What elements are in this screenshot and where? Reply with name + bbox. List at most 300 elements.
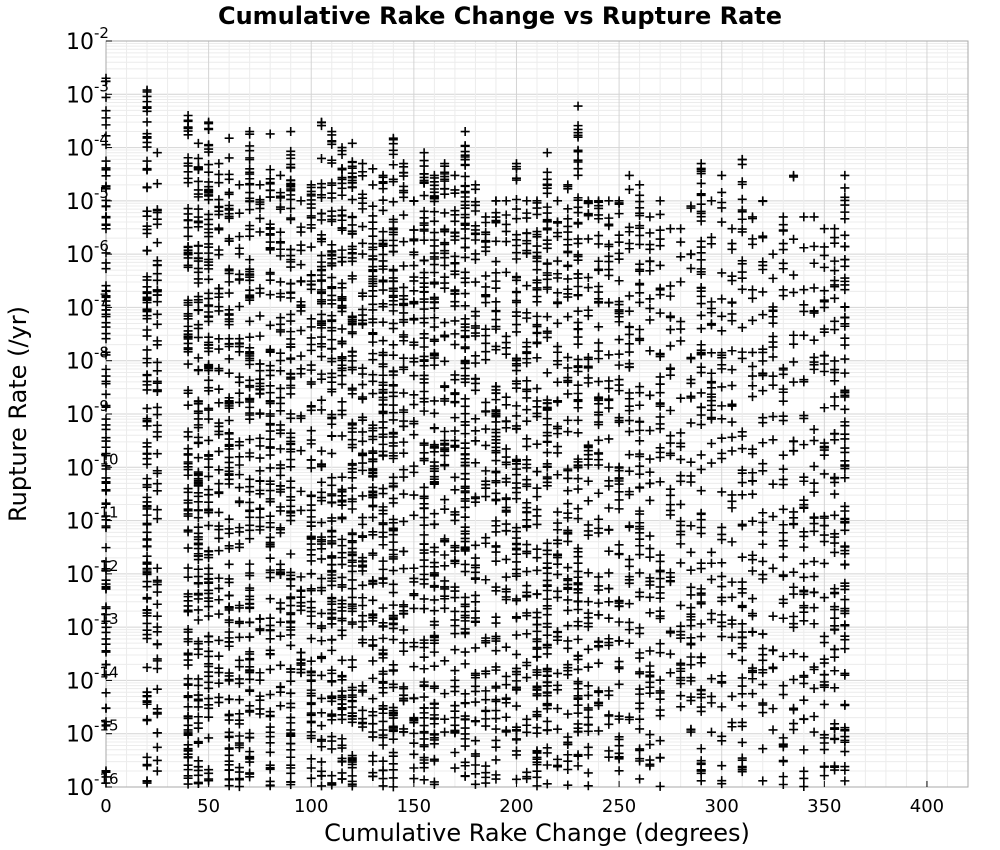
data-point-marker [348, 771, 357, 780]
data-point-marker [307, 455, 316, 464]
data-point-marker [409, 400, 418, 409]
y-tick-label: $10^{-7}$ [66, 290, 109, 322]
data-point-marker [789, 288, 798, 297]
data-point-marker [779, 756, 788, 765]
data-point-marker [491, 706, 500, 715]
data-point-marker [840, 303, 849, 312]
data-point-marker [276, 701, 285, 710]
data-point-marker [389, 782, 398, 791]
data-point-marker [799, 767, 808, 776]
data-point-marker [502, 727, 511, 736]
data-point-marker [543, 649, 552, 658]
data-point-marker [543, 225, 552, 234]
data-point-marker [512, 746, 521, 755]
data-point-marker [697, 348, 706, 357]
data-point-marker [409, 419, 418, 428]
data-point-marker [338, 473, 347, 482]
data-point-marker [615, 504, 624, 513]
data-point-marker [235, 460, 244, 469]
data-point-marker [563, 621, 572, 630]
data-point-marker [625, 339, 634, 348]
data-point-marker [574, 504, 583, 513]
data-point-marker [810, 479, 819, 488]
data-point-marker [697, 523, 706, 532]
data-point-marker [697, 324, 706, 333]
data-point-marker [276, 506, 285, 515]
data-point-marker [615, 680, 624, 689]
data-point-marker [666, 485, 675, 494]
data-point-marker [748, 490, 757, 499]
data-point-marker [317, 396, 326, 405]
data-point-marker [625, 307, 634, 316]
data-point-marker [450, 629, 459, 638]
data-point-marker [820, 242, 829, 251]
data-point-marker [276, 325, 285, 334]
data-point-marker [676, 500, 685, 509]
data-point-marker [368, 674, 377, 683]
data-point-marker [799, 532, 808, 541]
data-point-marker [533, 627, 542, 636]
data-point-marker [235, 768, 244, 777]
data-point-marker [255, 668, 264, 677]
data-point-marker [450, 217, 459, 226]
x-tick-label: 400 [909, 796, 945, 817]
data-point-marker [738, 354, 747, 363]
data-point-marker [635, 669, 644, 678]
data-point-marker [225, 453, 234, 462]
data-point-marker [409, 739, 418, 748]
data-point-marker [635, 535, 644, 544]
data-point-marker [481, 706, 490, 715]
data-point-marker [471, 458, 480, 467]
data-point-marker [471, 643, 480, 652]
data-point-marker [317, 266, 326, 275]
data-point-marker [799, 782, 808, 791]
data-point-marker [420, 236, 429, 245]
data-point-marker [789, 340, 798, 349]
data-point-marker [615, 637, 624, 646]
data-point-marker [420, 530, 429, 539]
data-point-marker [102, 106, 111, 115]
data-point-marker [727, 298, 736, 307]
data-point-marker [214, 664, 223, 673]
data-point-marker [440, 505, 449, 514]
data-point-marker [440, 715, 449, 724]
data-point-marker [799, 285, 808, 294]
data-point-marker [235, 452, 244, 461]
data-point-marker [471, 752, 480, 761]
data-point-marker [522, 196, 531, 205]
data-point-marker [645, 426, 654, 435]
data-point-marker [327, 179, 336, 188]
data-point-marker [338, 224, 347, 233]
data-point-marker [461, 469, 470, 478]
data-point-marker [194, 439, 203, 448]
data-point-marker [379, 565, 388, 574]
data-point-marker [533, 440, 542, 449]
data-point-marker [553, 348, 562, 357]
data-point-marker [461, 724, 470, 733]
data-point-marker [255, 180, 264, 189]
data-point-marker [645, 266, 654, 275]
data-point-marker [194, 756, 203, 765]
data-point-marker [204, 733, 213, 742]
data-point-marker [420, 256, 429, 265]
data-point-marker [327, 692, 336, 701]
data-point-marker [769, 612, 778, 621]
data-point-marker [594, 515, 603, 524]
data-point-marker [738, 701, 747, 710]
data-point-marker [645, 646, 654, 655]
data-point-marker [717, 218, 726, 227]
data-point-marker [779, 245, 788, 254]
data-point-marker [286, 581, 295, 590]
data-point-marker [512, 366, 521, 375]
data-point-marker [450, 443, 459, 452]
data-point-marker [214, 595, 223, 604]
data-point-marker [481, 492, 490, 501]
data-point-marker [533, 484, 542, 493]
data-point-marker [327, 553, 336, 562]
data-point-marker [461, 127, 470, 136]
data-point-marker [461, 172, 470, 181]
data-point-marker [440, 427, 449, 436]
data-point-marker [574, 395, 583, 404]
data-point-marker [368, 757, 377, 766]
data-point-marker [338, 165, 347, 174]
data-point-marker [645, 532, 654, 541]
data-point-marker [430, 241, 439, 250]
data-point-marker [214, 398, 223, 407]
data-point-marker [266, 238, 275, 247]
data-point-marker [153, 320, 162, 329]
data-point-marker [471, 669, 480, 678]
data-point-marker [533, 492, 542, 501]
data-point-marker [368, 164, 377, 173]
data-point-marker [656, 226, 665, 235]
data-point-marker [184, 232, 193, 241]
data-point-marker [317, 757, 326, 766]
data-point-marker [194, 139, 203, 148]
data-point-marker [563, 750, 572, 759]
data-point-marker [717, 558, 726, 567]
data-point-marker [450, 666, 459, 675]
data-point-marker [594, 257, 603, 266]
data-point-marker [553, 704, 562, 713]
data-point-marker [574, 617, 583, 626]
data-point-marker [615, 335, 624, 344]
data-point-marker [810, 436, 819, 445]
data-point-marker [563, 595, 572, 604]
data-point-marker [420, 570, 429, 579]
data-point-marker [461, 523, 470, 532]
data-point-marker [204, 294, 213, 303]
data-point-marker [594, 581, 603, 590]
data-point-marker [348, 384, 357, 393]
y-tick-label: $10^{-12}$ [66, 556, 119, 588]
data-point-marker [204, 436, 213, 445]
data-point-marker [225, 618, 234, 627]
data-point-marker [266, 728, 275, 737]
data-point-marker [266, 523, 275, 532]
data-point-marker [420, 713, 429, 722]
data-point-marker [214, 170, 223, 179]
data-point-marker [420, 693, 429, 702]
data-point-marker [153, 756, 162, 765]
data-point-marker [450, 587, 459, 596]
data-point-marker [204, 125, 213, 134]
data-point-marker [697, 450, 706, 459]
data-point-marker [553, 442, 562, 451]
data-point-marker [707, 406, 716, 415]
data-point-marker [296, 606, 305, 615]
data-point-marker [327, 273, 336, 282]
data-point-marker [563, 312, 572, 321]
data-point-marker [594, 377, 603, 386]
data-point-marker [255, 477, 264, 486]
data-point-marker [379, 766, 388, 775]
data-point-marker [204, 632, 213, 641]
data-point-marker [204, 564, 213, 573]
data-point-marker [820, 224, 829, 233]
data-point-marker [317, 652, 326, 661]
y-tick-label: $10^{-14}$ [66, 663, 119, 695]
data-point-marker [727, 692, 736, 701]
data-point-marker [574, 333, 583, 342]
data-point-marker [430, 207, 439, 216]
data-point-marker [727, 239, 736, 248]
data-point-marker [584, 273, 593, 282]
data-point-marker [214, 195, 223, 204]
data-point-marker [409, 662, 418, 671]
data-point-marker [450, 607, 459, 616]
data-point-marker [686, 660, 695, 669]
data-point-marker [184, 712, 193, 721]
data-point-marker [276, 444, 285, 453]
data-point-marker [194, 366, 203, 375]
data-point-marker [522, 342, 531, 351]
data-point-marker [327, 473, 336, 482]
data-point-marker [840, 341, 849, 350]
data-point-marker [522, 592, 531, 601]
data-point-marker [286, 409, 295, 418]
x-tick-label: 300 [704, 796, 739, 817]
data-point-marker [697, 179, 706, 188]
y-tick-label: $10^{-15}$ [66, 716, 119, 748]
data-point-marker [255, 505, 264, 514]
data-point-marker [533, 553, 542, 562]
data-point-marker [481, 271, 490, 280]
data-point-marker [214, 652, 223, 661]
data-point-marker [389, 340, 398, 349]
data-point-marker [286, 204, 295, 213]
data-point-marker [214, 159, 223, 168]
data-point-marker [450, 329, 459, 338]
data-point-marker [102, 212, 111, 221]
data-point-marker [245, 411, 254, 420]
data-point-marker [194, 605, 203, 614]
data-point-marker [830, 376, 839, 385]
data-point-marker [399, 638, 408, 647]
data-point-marker [594, 436, 603, 445]
data-point-marker [430, 260, 439, 269]
data-point-marker [522, 629, 531, 638]
data-point-marker [389, 324, 398, 333]
data-point-marker [604, 376, 613, 385]
data-point-marker [153, 612, 162, 621]
data-point-marker [338, 173, 347, 182]
data-point-marker [348, 600, 357, 609]
data-point-marker [214, 447, 223, 456]
data-point-marker [820, 469, 829, 478]
y-tick-label: $10^{-13}$ [66, 610, 119, 642]
data-point-marker [461, 698, 470, 707]
data-point-marker [143, 480, 152, 489]
data-point-marker [491, 725, 500, 734]
data-point-marker [399, 283, 408, 292]
data-point-marker [225, 354, 234, 363]
data-point-marker [717, 382, 726, 391]
data-point-marker [184, 601, 193, 610]
data-point-marker [666, 364, 675, 373]
data-point-marker [276, 393, 285, 402]
data-point-marker [615, 495, 624, 504]
data-point-marker [327, 291, 336, 300]
data-point-marker [225, 277, 234, 286]
data-point-marker [245, 586, 254, 595]
data-point-marker [574, 635, 583, 644]
data-point-marker [358, 706, 367, 715]
data-point-marker [471, 436, 480, 445]
data-point-marker [245, 507, 254, 516]
data-point-marker [409, 273, 418, 282]
data-point-marker [491, 619, 500, 628]
data-point-marker [143, 117, 152, 126]
data-point-marker [286, 618, 295, 627]
data-point-marker [553, 299, 562, 308]
data-point-marker [625, 639, 634, 648]
data-point-marker [840, 448, 849, 457]
data-point-marker [409, 750, 418, 759]
data-point-marker [481, 398, 490, 407]
data-point-marker [707, 439, 716, 448]
data-point-marker [676, 252, 685, 261]
data-point-marker [153, 639, 162, 648]
data-point-marker [286, 245, 295, 254]
data-point-marker [594, 282, 603, 291]
data-point-marker [563, 606, 572, 615]
data-point-marker [615, 276, 624, 285]
data-point-marker [102, 377, 111, 386]
data-point-marker [245, 560, 254, 569]
data-point-marker [769, 564, 778, 573]
data-point-marker [194, 397, 203, 406]
data-point-marker [461, 771, 470, 780]
data-point-marker [645, 346, 654, 355]
data-point-marker [810, 514, 819, 523]
data-point-marker [491, 456, 500, 465]
data-point-marker [235, 389, 244, 398]
data-point-marker [450, 713, 459, 722]
data-point-marker [584, 496, 593, 505]
data-point-marker [840, 502, 849, 511]
data-point-marker [635, 288, 644, 297]
data-point-marker [327, 378, 336, 387]
data-point-marker [276, 313, 285, 322]
data-point-marker [461, 600, 470, 609]
data-point-marker [574, 665, 583, 674]
data-point-marker [379, 250, 388, 259]
data-point-marker [522, 549, 531, 558]
data-point-marker [779, 690, 788, 699]
data-point-marker [245, 618, 254, 627]
data-point-marker [625, 599, 634, 608]
data-point-marker [266, 665, 275, 674]
data-point-marker [574, 269, 583, 278]
data-point-marker [717, 572, 726, 581]
data-point-marker [471, 307, 480, 316]
data-point-marker [779, 652, 788, 661]
data-point-marker [389, 150, 398, 159]
data-point-marker [430, 361, 439, 370]
data-point-marker [604, 240, 613, 249]
data-point-marker [430, 543, 439, 552]
data-point-marker [840, 473, 849, 482]
data-point-marker [214, 250, 223, 259]
data-point-marker [327, 780, 336, 789]
data-point-marker [225, 153, 234, 162]
data-point-marker [266, 690, 275, 699]
data-point-marker [317, 708, 326, 717]
data-point-marker [471, 278, 480, 287]
data-point-marker [574, 307, 583, 316]
data-point-marker [348, 459, 357, 468]
data-point-marker [338, 616, 347, 625]
data-point-marker [430, 217, 439, 226]
data-point-marker [317, 737, 326, 746]
data-point-marker [143, 777, 152, 786]
data-point-marker [820, 296, 829, 305]
data-point-marker [584, 743, 593, 752]
data-point-marker [522, 209, 531, 218]
data-point-marker [799, 652, 808, 661]
data-point-marker [440, 536, 449, 545]
data-point-marker [758, 630, 767, 639]
data-point-marker [635, 470, 644, 479]
data-point-marker [533, 297, 542, 306]
data-point-marker [738, 432, 747, 441]
data-point-marker [707, 348, 716, 357]
data-point-marker [338, 560, 347, 569]
data-point-marker [296, 648, 305, 657]
data-point-marker [491, 268, 500, 277]
data-point-marker [666, 281, 675, 290]
data-point-marker [245, 396, 254, 405]
data-point-marker [194, 616, 203, 625]
data-point-marker [491, 646, 500, 655]
data-point-marker [440, 495, 449, 504]
data-point-marker [399, 517, 408, 526]
data-point-marker [779, 520, 788, 529]
data-point-marker [358, 392, 367, 401]
data-point-marker [697, 243, 706, 252]
data-point-marker [625, 523, 634, 532]
data-point-marker [584, 283, 593, 292]
data-point-marker [727, 346, 736, 355]
data-point-marker [255, 696, 264, 705]
data-point-marker [430, 509, 439, 518]
data-point-marker [553, 470, 562, 479]
